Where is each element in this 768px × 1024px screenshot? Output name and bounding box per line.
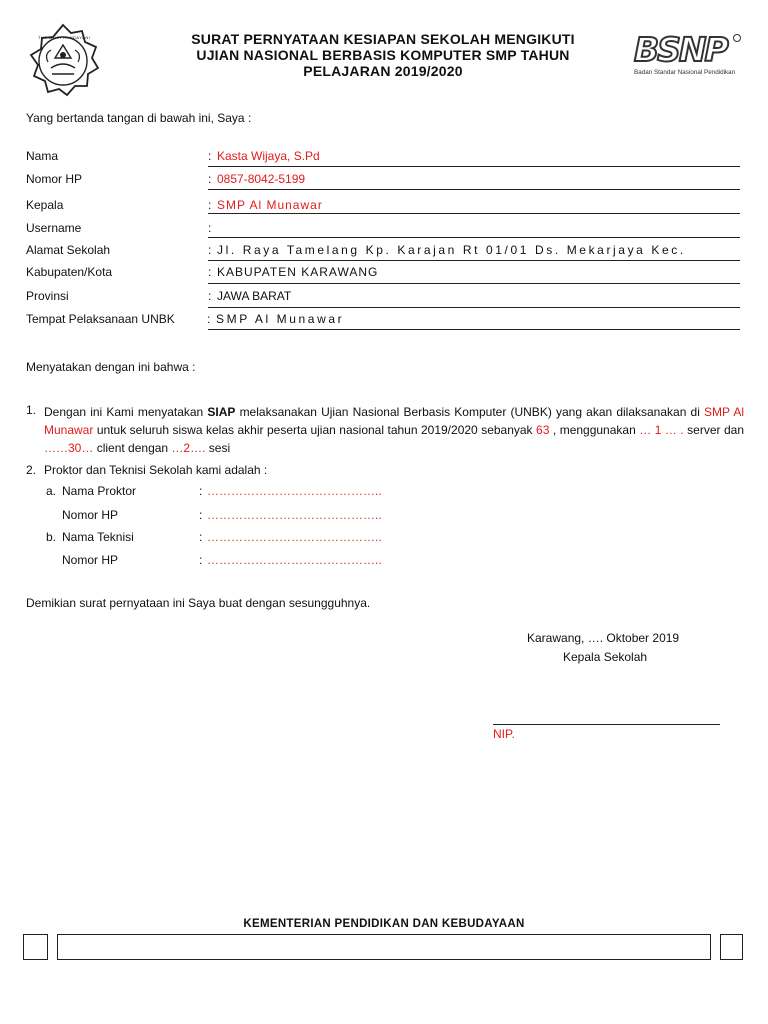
title-line-3: PELAJARAN 2019/2020 (303, 63, 463, 79)
field-colon: : (208, 289, 212, 303)
field-colon: : (199, 508, 203, 522)
field-colon: : (208, 221, 212, 235)
field-label-nomor-hp: Nomor HP (26, 172, 83, 186)
field-label-kabupaten-kota: Kabupaten/Kota (26, 265, 113, 279)
field-label-tempat-pelaksanaan: Tempat Pelaksanaan UNBK (26, 312, 175, 326)
server-count: … 1 … . (639, 423, 684, 437)
field-label-username: Username (26, 221, 82, 235)
item-1-part-1: Dengan ini Kami menyatakan (44, 405, 208, 419)
field-colon: : (199, 553, 203, 567)
siap-keyword: SIAP (207, 405, 236, 419)
tut-wuri-handayani-logo (24, 22, 102, 100)
bsnp-logo-subtitle: Badan Standar Nasional Pendidikan (634, 69, 736, 76)
field-colon: : (208, 149, 212, 163)
footer-center-box (57, 934, 711, 960)
proktor-phone-label: Nomor HP (62, 508, 119, 522)
field-label-alamat-sekolah: Alamat Sekolah (26, 243, 111, 257)
teknisi-phone-value: …………………………………….. (207, 553, 382, 567)
item-1-text (44, 403, 744, 457)
field-value-nomor-hp: 0857-8042-5199 (217, 172, 306, 186)
field-colon: : (208, 243, 212, 257)
field-label-nama: Nama (26, 149, 59, 163)
ministry-footer: KEMENTERIAN PENDIDIKAN DAN KEBUDAYAAN (243, 918, 525, 930)
field-value-kabupaten-kota: KABUPATEN KARAWANG (217, 265, 379, 279)
place-date: Karawang, …. Oktober 2019 (527, 631, 680, 645)
tut-wuri-logo-text: TUT WURI HANDAYANI (38, 35, 91, 40)
field-colon: : (208, 265, 212, 279)
title-line-1: SURAT PERNYATAAN KESIAPAN SEKOLAH MENGIKUTI (191, 31, 575, 47)
item-1-number: 1. (26, 403, 37, 417)
client-count: ……30… (44, 441, 94, 455)
nip-label: NIP. (493, 727, 515, 741)
item-1-part-6: client dengan (93, 441, 172, 455)
field-value-provinsi: JAWA BARAT (217, 289, 292, 303)
field-colon: : (199, 484, 203, 498)
intro-text: Yang bertanda tangan di bawah ini, Saya : (26, 111, 252, 125)
field-underline (208, 237, 740, 238)
bsnp-dot-icon (733, 34, 741, 42)
field-label-kepala: Kepala (26, 198, 64, 212)
field-underline (208, 189, 740, 190)
title-line-2: UJIAN NASIONAL BERBASIS KOMPUTER SMP TAHUN (196, 47, 570, 63)
item-1-part-5: server dan (683, 423, 745, 437)
field-label-provinsi: Provinsi (26, 289, 69, 303)
field-colon: : (208, 172, 212, 186)
field-underline (208, 260, 740, 261)
item-1-school: SMP Al Munawar (44, 405, 744, 437)
participant-count: 63 (536, 423, 550, 437)
field-underline (208, 307, 740, 308)
field-underline (208, 329, 740, 330)
teknisi-name-label: Nama Teknisi (62, 530, 134, 544)
field-colon: : (208, 198, 212, 212)
signature-position: Kepala Sekolah (563, 650, 648, 664)
item-2-number: 2. (26, 463, 37, 477)
item-1-part-3: untuk seluruh siswa kelas akhir peserta ujian nasional tahun 2019/2020 sebanyak (93, 423, 537, 437)
item-1-part-7: sesi (205, 441, 231, 455)
session-count: …2…. (171, 441, 206, 455)
document-title (150, 31, 616, 79)
proktor-name-label: Nama Proktor (62, 484, 137, 498)
field-underline (208, 213, 740, 214)
field-value-nama: Kasta Wijaya, S.Pd (217, 149, 320, 163)
statement-intro: Menyatakan dengan ini bahwa : (26, 360, 196, 374)
bsnp-logo-text: BSNP (634, 30, 727, 69)
field-colon: : (207, 312, 211, 326)
item-2-text: Proktor dan Teknisi Sekolah kami adalah : (44, 463, 268, 477)
bsnp-logo (632, 30, 744, 81)
item-1-part-2: melaksanakan Ujian Nasional Berbasis Komputer (UNBK) yang akan dilaksanakan di (235, 405, 705, 419)
list-letter: b. (46, 530, 57, 544)
tut-wuri-handayani-icon (24, 22, 102, 100)
field-colon: : (199, 530, 203, 544)
item-1-part-4: , menggunakan (549, 423, 640, 437)
field-value-kepala: SMP Al Munawar (217, 198, 323, 212)
field-value-alamat-sekolah: Jl. Raya Tamelang Kp. Karajan Rt 01/01 Ds. Mekarjaya Kec. (217, 243, 686, 257)
proktor-phone-value: …………………………………….. (207, 508, 382, 522)
teknisi-name-value: …………………………………….. (207, 530, 382, 544)
footer-left-box (23, 934, 48, 960)
proktor-name-value: …………………………………….. (207, 484, 382, 498)
footer-right-box (720, 934, 743, 960)
closing-statement: Demikian surat pernyataan ini Saya buat dengan sesungguhnya. (26, 596, 371, 610)
field-value-tempat-pelaksanaan: SMP Al Munawar (216, 312, 345, 326)
signature-line (493, 724, 720, 725)
teknisi-phone-label: Nomor HP (62, 553, 119, 567)
field-underline (208, 166, 740, 167)
list-letter: a. (46, 484, 57, 498)
field-underline (208, 283, 740, 284)
